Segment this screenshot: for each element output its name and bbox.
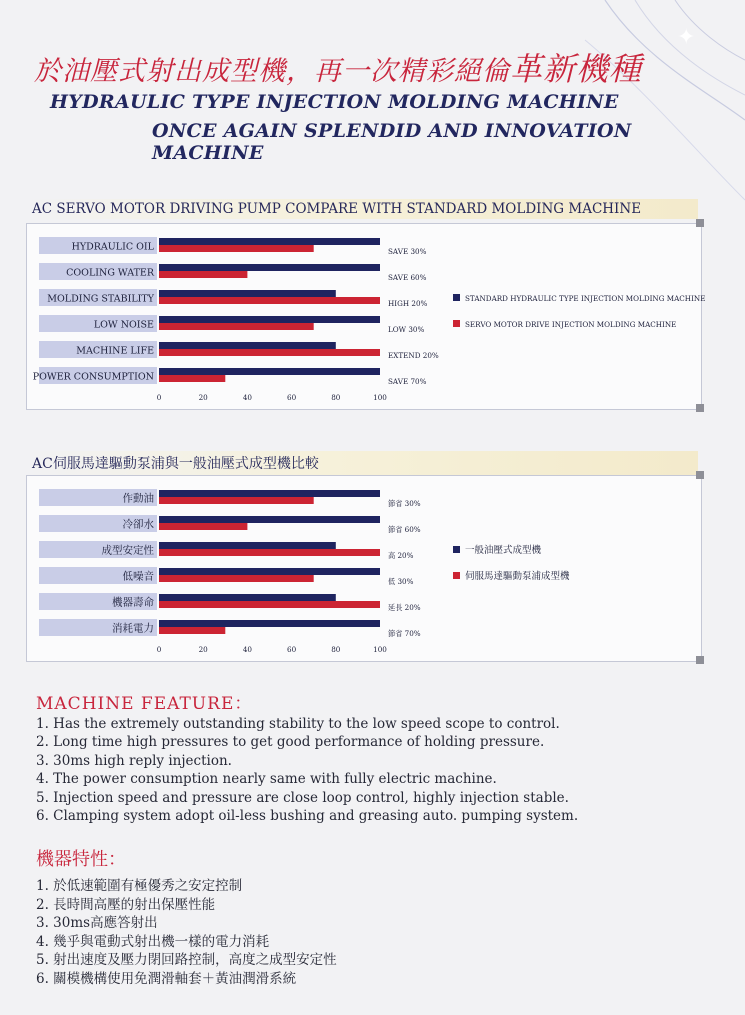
title-cn-main: 於油壓式射出成型機，再一次精彩絕倫 <box>34 56 510 87</box>
category-label: 成型安定性 <box>101 544 154 557</box>
bar-servo <box>159 375 225 382</box>
legend-label: SERVO MOTOR DRIVE INJECTION MOLDING MACHINE <box>465 320 677 329</box>
x-tick-label: 20 <box>198 645 208 654</box>
page-title-en-line1: HYDRAULIC TYPE INJECTION MOLDING MACHINE <box>50 91 619 113</box>
x-tick-label: 80 <box>331 393 341 402</box>
bar-servo <box>159 271 247 278</box>
bar-servo <box>159 323 314 330</box>
list-item: 5. 射出速度及壓力閉回路控制，高度之成型安定性 <box>36 952 337 969</box>
bar-annotation: SAVE 30% <box>388 247 427 256</box>
bar-annotation: HIGH 20% <box>388 299 428 308</box>
corner-marker <box>696 404 704 412</box>
chart-en <box>27 224 706 409</box>
bar-annotation: EXTEND 20% <box>388 351 439 360</box>
bar-standard <box>159 316 380 323</box>
list-item: 4. The power consumption nearly same with fully electric machine. <box>36 771 497 788</box>
list-item: 6. 關模機構使用免潤滑軸套＋黃油潤滑系統 <box>36 970 297 987</box>
x-tick-label: 0 <box>156 645 162 654</box>
chart-cn <box>27 476 701 661</box>
legend-label: 伺服馬達驅動泵浦成型機 <box>465 571 570 582</box>
list-item: 2. 長時間高壓的射出保壓性能 <box>36 896 216 913</box>
bar-servo <box>159 523 247 530</box>
legend-swatch-servo <box>453 320 460 327</box>
feature-list-cn <box>36 874 337 986</box>
list-item: 6. Clamping system adopt oil-less bushing and greasing auto. pumping system. <box>36 807 579 824</box>
list-item: 2. Long time high pressures to get good performance of holding pressure. <box>36 734 545 751</box>
list-item: 3. 30ms高應答射出 <box>36 915 158 932</box>
category-label: MACHINE LIFE <box>76 345 154 357</box>
bar-servo <box>159 627 225 634</box>
bar-standard <box>159 594 336 601</box>
legend-label: 一般油壓式成型機 <box>465 545 542 556</box>
category-label: 機器壽命 <box>112 596 154 609</box>
category-label: 低噪音 <box>122 570 154 583</box>
x-tick-label: 100 <box>373 645 387 654</box>
bar-annotation: 節省 60% <box>388 525 421 534</box>
bar-standard <box>159 516 380 523</box>
title-cn-emphasis: 革新機種 <box>510 50 643 88</box>
bar-annotation: 延長 20% <box>388 603 421 612</box>
bar-standard <box>159 264 380 271</box>
list-item: 4. 幾乎與電動式射出機一樣的電力消耗 <box>36 933 270 950</box>
bar-annotation: SAVE 70% <box>388 377 427 386</box>
machine-feature-heading-cn: 機器特性： <box>36 849 126 870</box>
bar-servo <box>159 297 380 304</box>
bar-standard <box>159 490 380 497</box>
bar-annotation: 高 20% <box>388 551 414 560</box>
category-label: POWER CONSUMPTION <box>32 371 154 383</box>
corner-marker <box>696 656 704 664</box>
bar-servo <box>159 497 314 504</box>
category-label: LOW NOISE <box>93 319 154 331</box>
feature-list-en <box>36 716 578 826</box>
bar-annotation: 節省 30% <box>388 499 421 508</box>
bar-servo <box>159 575 314 582</box>
chart-title-cn: AC伺服馬達驅動泵浦與一般油壓式成型機比較 <box>26 451 698 475</box>
corner-marker <box>696 471 704 479</box>
list-item: 3. 30ms high reply injection. <box>36 752 232 769</box>
legend-swatch-standard <box>453 546 460 553</box>
x-tick-label: 60 <box>287 645 297 654</box>
x-tick-label: 0 <box>156 393 162 402</box>
x-tick-label: 60 <box>287 393 297 402</box>
chart-panel-cn <box>26 475 702 662</box>
list-item: 5. Injection speed and pressure are close loop control, highly injection stable. <box>36 789 569 806</box>
category-label: HYDRAULIC OIL <box>71 241 154 253</box>
bar-standard <box>159 542 336 549</box>
bar-standard <box>159 342 336 349</box>
category-label: COOLING WATER <box>66 267 154 279</box>
page-title-cn <box>34 44 642 90</box>
bar-annotation: 低 30% <box>388 577 414 586</box>
x-tick-label: 20 <box>198 393 208 402</box>
bar-standard <box>159 290 336 297</box>
category-label: 消耗電力 <box>112 622 154 635</box>
x-tick-label: 40 <box>242 645 252 654</box>
category-label: 作動油 <box>122 492 154 505</box>
machine-feature-heading: MACHINE FEATURE： <box>36 694 253 714</box>
bar-standard <box>159 238 380 245</box>
bar-servo <box>159 245 314 252</box>
legend-swatch-servo <box>453 572 460 579</box>
bar-annotation: LOW 30% <box>388 325 425 334</box>
x-tick-label: 100 <box>373 393 387 402</box>
chart-panel-en <box>26 223 706 410</box>
bar-annotation: SAVE 60% <box>388 273 427 282</box>
page-title-en-line2: ONCE AGAIN SPLENDID AND INNOVATION MACHINE <box>152 120 632 164</box>
category-label: MOLDING STABILITY <box>47 293 154 305</box>
bar-servo <box>159 601 380 608</box>
sparkle-icon: ✦ <box>677 25 696 50</box>
bar-servo <box>159 549 380 556</box>
x-tick-label: 80 <box>331 645 341 654</box>
bar-standard <box>159 620 380 627</box>
chart-title-en: AC SERVO MOTOR DRIVING PUMP COMPARE WITH STANDARD MOLDING MACHINE <box>26 199 698 219</box>
legend-swatch-standard <box>453 294 460 301</box>
category-label: 冷卻水 <box>122 518 154 531</box>
x-tick-label: 40 <box>242 393 252 402</box>
corner-marker <box>696 219 704 227</box>
bar-standard <box>159 368 380 375</box>
list-item: 1. Has the extremely outstanding stability to the low speed scope to control. <box>36 716 560 732</box>
bar-annotation: 節省 70% <box>388 629 421 638</box>
list-item: 1. 於低速範圍有極優秀之安定控制 <box>36 878 243 894</box>
bar-servo <box>159 349 380 356</box>
bar-standard <box>159 568 380 575</box>
legend-label: STANDARD HYDRAULIC TYPE INJECTION MOLDING MACHINE <box>465 294 706 303</box>
